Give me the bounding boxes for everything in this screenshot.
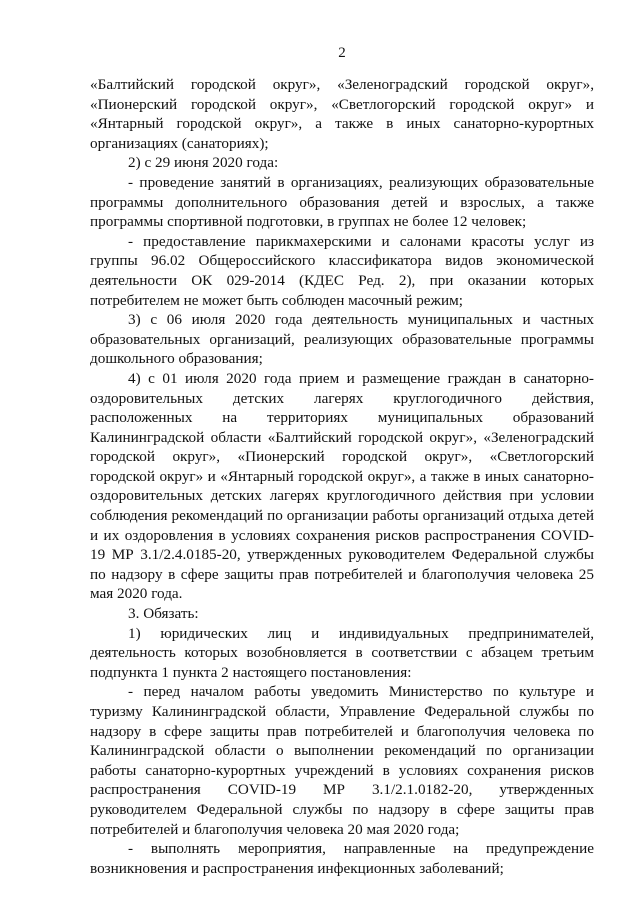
page-number: 2 <box>338 45 346 61</box>
paragraph: - перед началом работы уведомить Министерство по культуре и туризму Калининградской области, Управление Федеральной службы по надзору в сфере защиты прав потребителей и благополучия человека по Калининградской области о выполнении рекомендаций по организации работы санаторно-курортных учреждений в условиях сохранения рисков распространения COVID-19 МР 3.1/2.1.0182-20, утвержденных руководителем Федеральной службы по надзору в сфере защиты прав потребителей и благополучия человека 20 мая 2020 года; <box>90 683 594 838</box>
paragraph: 4) с 01 июля 2020 года прием и размещение граждан в санаторно-оздоровительных детских лагерях круглогодичного действия, расположенных на территориях муниципальных образований Калининградской области «Балтийский городской округ», «Зеленоградский городской округ», «Пионерский городской округ», «Светлогорский городской округ» и «Янтарный городской округ», а также в иных санаторно-оздоровительных детских лагерях круглогодичного действия при условии соблюдения рекомендаций по организации работы организаций отдыха детей и их оздоровления в условиях сохранения рисков распространения COVID-19 МР 3.1/2.4.0185-20, утвержденных руководителем Федеральной службы по надзору в сфере защиты прав потребителей и благополучия человека 25 мая 2020 года. <box>90 369 594 603</box>
paragraph: 2) с 29 июня 2020 года: <box>128 154 279 172</box>
paragraph: «Балтийский городской округ», «Зеленоградский городской округ», «Пионерский городской округ», «Светлогорский городской округ» и «Янтарный городской округ», а также в иных санаторно-курортных организациях (санаториях); <box>90 76 594 152</box>
paragraph: - предоставление парикмахерскими и салонами красоты услуг из группы 96.02 Общероссийского классификатора видов экономической деятельности ОК 029-2014 (КДЕС Ред. 2), при оказании которых потребителем не может быть соблюден масочный режим; <box>90 232 594 309</box>
paragraph: 3. Обязать: <box>128 605 199 623</box>
paragraph: 1) юридических лиц и индивидуальных предпринимателей, деятельность которых возобновляется в соответствии с абзацем третьим подпункта 1 пункта 2 настоящего постановления: <box>90 624 594 681</box>
paragraph: - выполнять мероприятия, направленные на предупреждение возникновения и распространения инфекционных заболеваний; <box>90 840 594 877</box>
document-body <box>90 75 594 878</box>
paragraph: - проведение занятий в организациях, реализующих образовательные программы дополнительного образования детей и взрослых, а также программы спортивной подготовки, в группах не более 12 человек; <box>90 173 594 231</box>
paragraph: 3) с 06 июля 2020 года деятельность муниципальных и частных образовательных организаций, реализующих образовательные программы дошкольного образования; <box>90 311 594 368</box>
